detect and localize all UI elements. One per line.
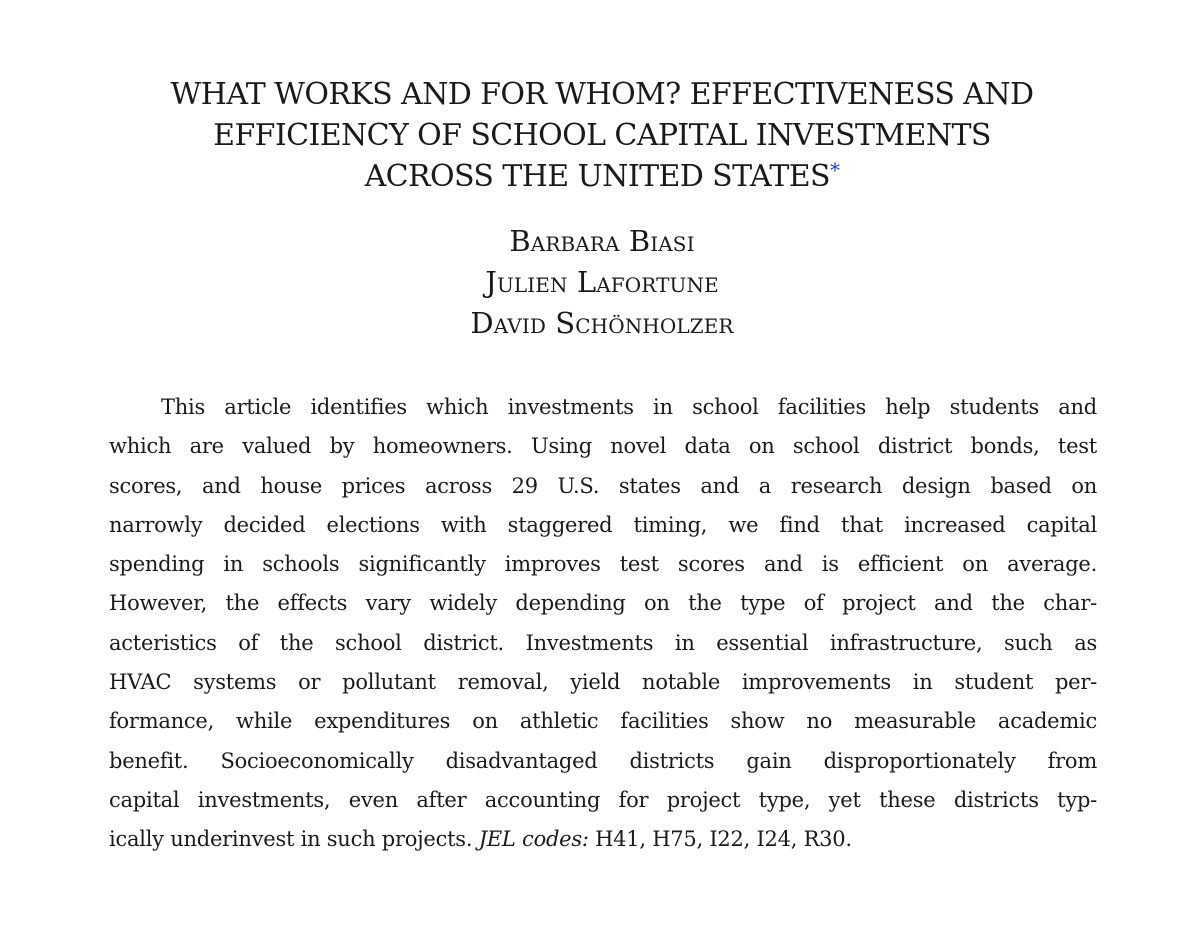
title-line-3-text: ACROSS THE UNITED STATES — [364, 159, 830, 194]
title-line-3 — [90, 156, 1114, 197]
abstract-last-line — [109, 820, 1097, 859]
jel-codes-label: JEL codes: — [478, 827, 589, 852]
abstract-line: This article identifies which investments in school facilities help students and — [161, 395, 1097, 419]
abstract-line: narrowly decided elections with staggered timing, we find that increased capital — [109, 512, 1097, 537]
abstract-line: benefit. Socioeconomically disadvantaged districts gain disproportionately from — [109, 748, 1097, 773]
abstract-line: spending in schools significantly improves test scores and is efficient on average. — [109, 552, 1097, 577]
title-footnote-link[interactable]: * — [830, 158, 840, 182]
abstract — [109, 388, 1097, 860]
jel-codes-value: H41, H75, I22, I24, R30. — [588, 827, 852, 852]
title-line-2: EFFICIENCY OF SCHOOL CAPITAL INVESTMENTS — [213, 118, 991, 153]
abstract-line: which are valued by homeowners. Using novel data on school district bonds, test — [109, 434, 1097, 459]
abstract-line: capital investments, even after accounting for project type, yet these districts typ- — [109, 787, 1097, 812]
abstract-last-line-text: ically underinvest in such projects. — [109, 827, 479, 852]
author-name: Julien Lafortune — [485, 265, 719, 299]
author-name: David Schönholzer — [470, 306, 734, 340]
title-line-1: WHAT WORKS AND FOR WHOM? EFFECTIVENESS AND — [170, 77, 1034, 112]
abstract-line: acteristics of the school district. Investments in essential infrastructure, such as — [109, 630, 1097, 655]
paper-title — [90, 74, 1114, 197]
abstract-line: formance, while expenditures on athletic facilities show no measurable academic — [109, 709, 1097, 734]
abstract-line: scores, and house prices across 29 U.S. states and a research design based on — [109, 473, 1097, 498]
author-name: Barbara Biasi — [509, 224, 695, 258]
abstract-line: However, the effects vary widely depending on the type of project and the char- — [109, 591, 1097, 616]
author-list — [90, 221, 1114, 344]
abstract-line: HVAC systems or pollutant removal, yield notable improvements in student per- — [109, 670, 1097, 695]
